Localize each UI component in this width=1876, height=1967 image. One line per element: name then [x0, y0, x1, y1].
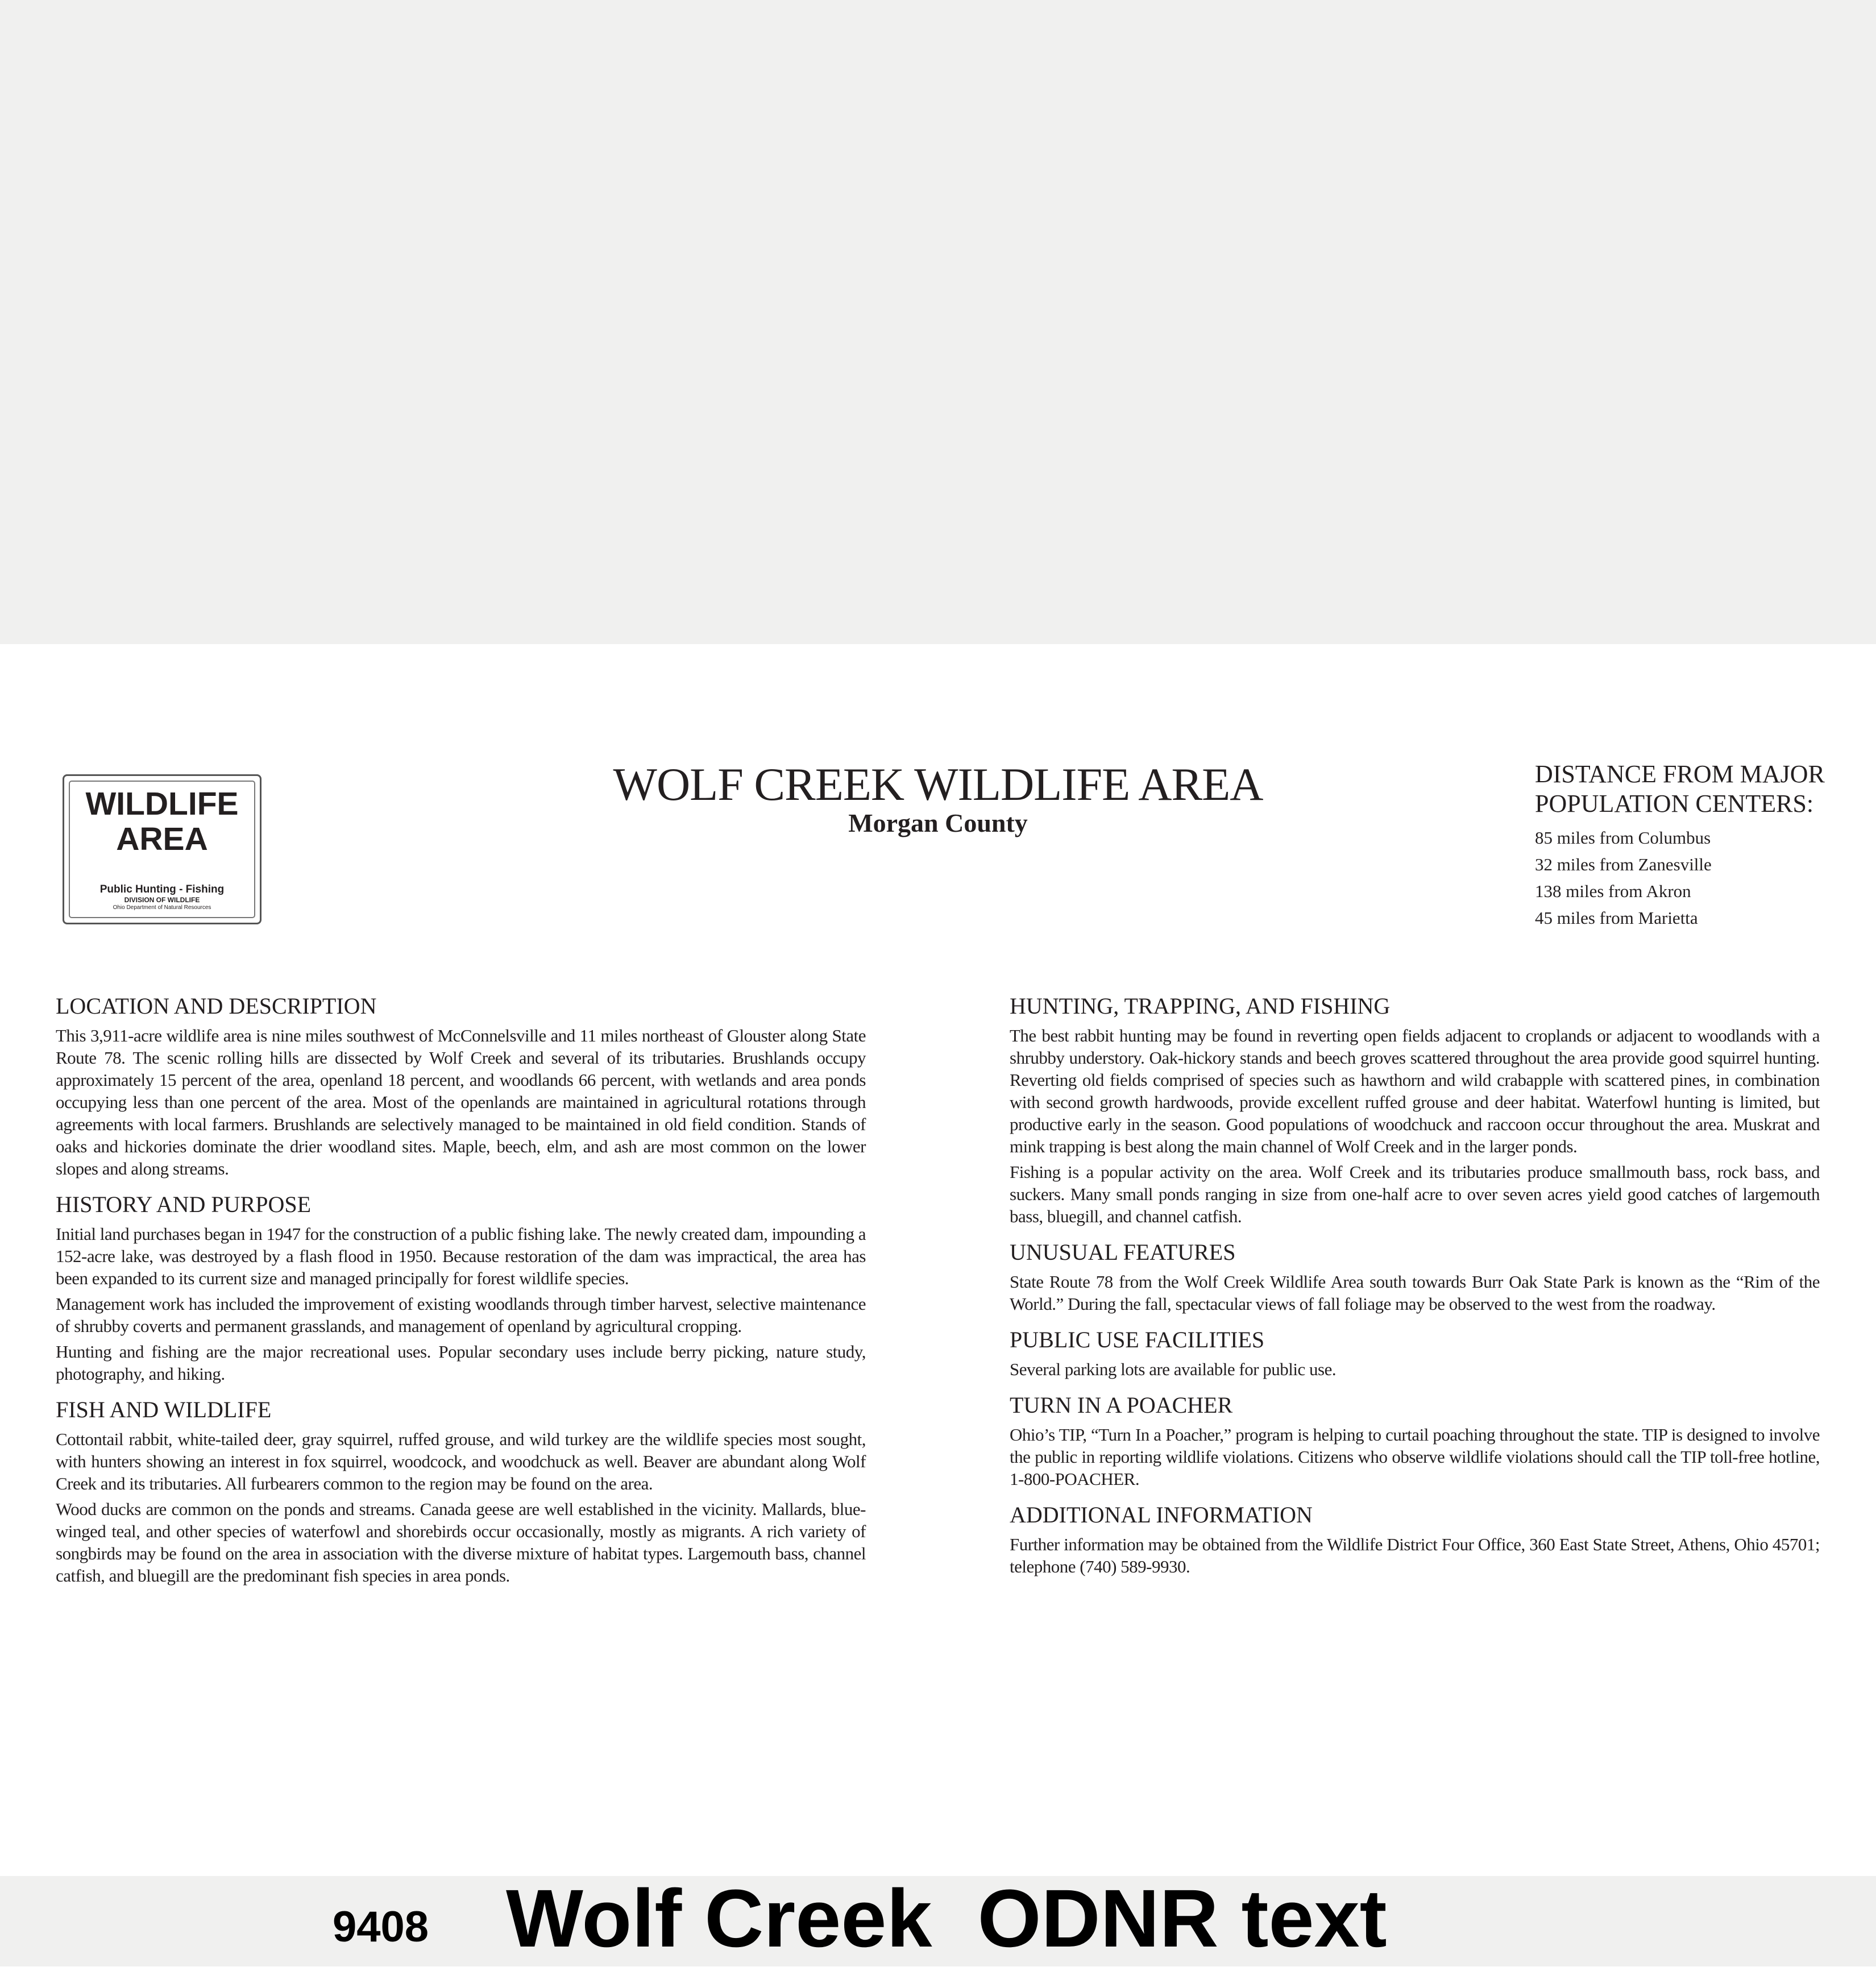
sign-title: WILDLIFE AREA [85, 786, 239, 857]
distance-item: 32 miles from Zanesville [1535, 854, 1712, 874]
section-paragraph: Several parking lots are available for public use. [1010, 1359, 1337, 1379]
top-blank-band [0, 0, 1876, 644]
section-heading: TURN IN A POACHER [1010, 1392, 1233, 1418]
section-heading: FISH AND WILDLIFE [56, 1397, 272, 1422]
distance-list [1535, 824, 1853, 931]
left-column [56, 993, 866, 1598]
section-fish-wildlife [56, 1396, 866, 1587]
section-heading: LOCATION AND DESCRIPTION [56, 993, 377, 1019]
right-column [1010, 993, 1820, 1589]
distance-item: 45 miles from Marietta [1535, 908, 1698, 928]
distance-box [1535, 760, 1853, 931]
section-public-use [1010, 1326, 1820, 1380]
sign-division: DIVISION OF WILDLIFE [124, 896, 200, 904]
wildlife-area-sign [63, 774, 262, 924]
page-subtitle: Morgan County [848, 808, 1028, 837]
section-paragraph: Wood ducks are common on the ponds and streams. Canada geese are well established in the vicinity. Mallards, blue-winged teal, and other species of waterfowl and shorebirds occur occasionally, mostly as migrants. A rich variety of songbirds may be found on the area in association with the diverse mixture of habitat types. Largemouth bass, channel catfish, and bluegill are the predominant fish species in area ponds. [56, 1499, 866, 1586]
section-heading: PUBLIC USE FACILITIES [1010, 1327, 1265, 1352]
distance-item: 138 miles from Akron [1535, 881, 1691, 901]
section-paragraph: Further information may be obtained from the Wildlife District Four Office, 360 East State Street, Athens, Ohio 45701; telephone (740) 589-9930. [1010, 1534, 1820, 1576]
section-heading: HUNTING, TRAPPING, AND FISHING [1010, 993, 1391, 1019]
sign-department: Ohio Department of Natural Resources [113, 904, 211, 911]
section-poacher [1010, 1392, 1820, 1490]
section-additional-info [1010, 1501, 1820, 1578]
section-unusual-features [1010, 1239, 1820, 1315]
distance-item: 85 miles from Columbus [1535, 828, 1711, 848]
distance-title: DISTANCE FROM MAJOR POPULATION CENTERS: [1535, 760, 1825, 817]
section-paragraph: The best rabbit hunting may be found in reverting open fields adjacent to croplands or adjacent to woodlands with a shrubby understory. Oak-hickory stands and beech groves scattered throughout the area provide good squirrel hunting. Reverting old fields comprised of species such as hawthorn and wild crabapple with scattered pines, in combination with second growth hardwoods, provide excellent ruffed grouse and deer habitat. Waterfowl hunting is limited, but productive early in the season. Good populations of woodchuck and raccoon occur throughout the area. Muskrat and mink trapping is best along the main channel of Wolf Creek and in the larger ponds. [1010, 1026, 1820, 1156]
section-paragraph: Management work has included the improvement of existing woodlands through timber harvest, selective maintenance of shrubby coverts and permanent grasslands, and management of openland by agricultural cropping. [56, 1294, 866, 1336]
section-location [56, 993, 866, 1180]
sign-subtitle: Public Hunting - Fishing [99, 883, 225, 895]
section-paragraph: Cottontail rabbit, white-tailed deer, gray squirrel, ruffed grouse, and wild turkey are the wildlife species most sought, with hunters showing an interest in fox squirrel, woodcock, and woodchuck as well. Beaver are abundant along Wolf Creek and its tributaries. All furbearers common to the region may be found on the area. [56, 1429, 866, 1493]
footer-title: Wolf Creek ODNR text [506, 1873, 1387, 1964]
section-hunting [1010, 993, 1820, 1227]
section-paragraph: Ohio’s TIP, “Turn In a Poacher,” program is helping to curtail poaching throughout the state. TIP is designed to involve the public in reporting wildlife violations. Citizens who observe wildlife violations should call the TIP toll-free hotline, 1-800-POACHER. [1010, 1425, 1820, 1489]
section-paragraph: Initial land purchases began in 1947 for the construction of a public fishing lake. The newly created dam, impounding a 152-acre lake, was destroyed by a flash flood in 1950. Because restoration of the dam was impractical, the area has been expanded to its current size and managed principally for forest wildlife species. [56, 1224, 866, 1288]
section-heading: ADDITIONAL INFORMATION [1010, 1502, 1313, 1528]
section-paragraph: Hunting and fishing are the major recreational uses. Popular secondary uses include berry picking, nature study, photography, and hiking. [56, 1342, 866, 1384]
section-paragraph: This 3,911-acre wildlife area is nine miles southwest of McConnelsville and 11 miles northeast of Glouster along State Route 78. The scenic rolling hills are dissected by Wolf Creek and several of its tributaries. Brushlands occupy approximately 15 percent of the area, openland 18 percent, and woodlands 66 percent, with wetlands and area ponds occupying less than one percent of the area. Most of the openlands are maintained in agricultural rotations through agreements with local farmers. Brushlands are selectively managed to be maintained in old field condition. Stands of oaks and hickories dominate the drier woodland sites. Maple, beech, elm, and ash are most common on the lower slopes and along streams. [56, 1026, 866, 1178]
section-heading: HISTORY AND PURPOSE [56, 1192, 312, 1217]
section-history [56, 1191, 866, 1385]
section-paragraph: Fishing is a popular activity on the area. Wolf Creek and its tributaries produce smallmouth bass, rock bass, and suckers. Many small ponds ranging in size from one-half acre to over seven acres yield good catches of largemouth bass, bluegill, and channel catfish. [1010, 1162, 1820, 1226]
section-paragraph: State Route 78 from the Wolf Creek Wildlife Area south towards Burr Oak State Park is known as the “Rim of the World.” During the fall, spectacular views of fall foliage may be observed to the west from the roadway. [1010, 1272, 1820, 1314]
page-title: WOLF CREEK WILDLIFE AREA [613, 758, 1263, 810]
section-heading: UNUSUAL FEATURES [1010, 1239, 1236, 1265]
footer-number: 9408 [333, 1903, 429, 1951]
